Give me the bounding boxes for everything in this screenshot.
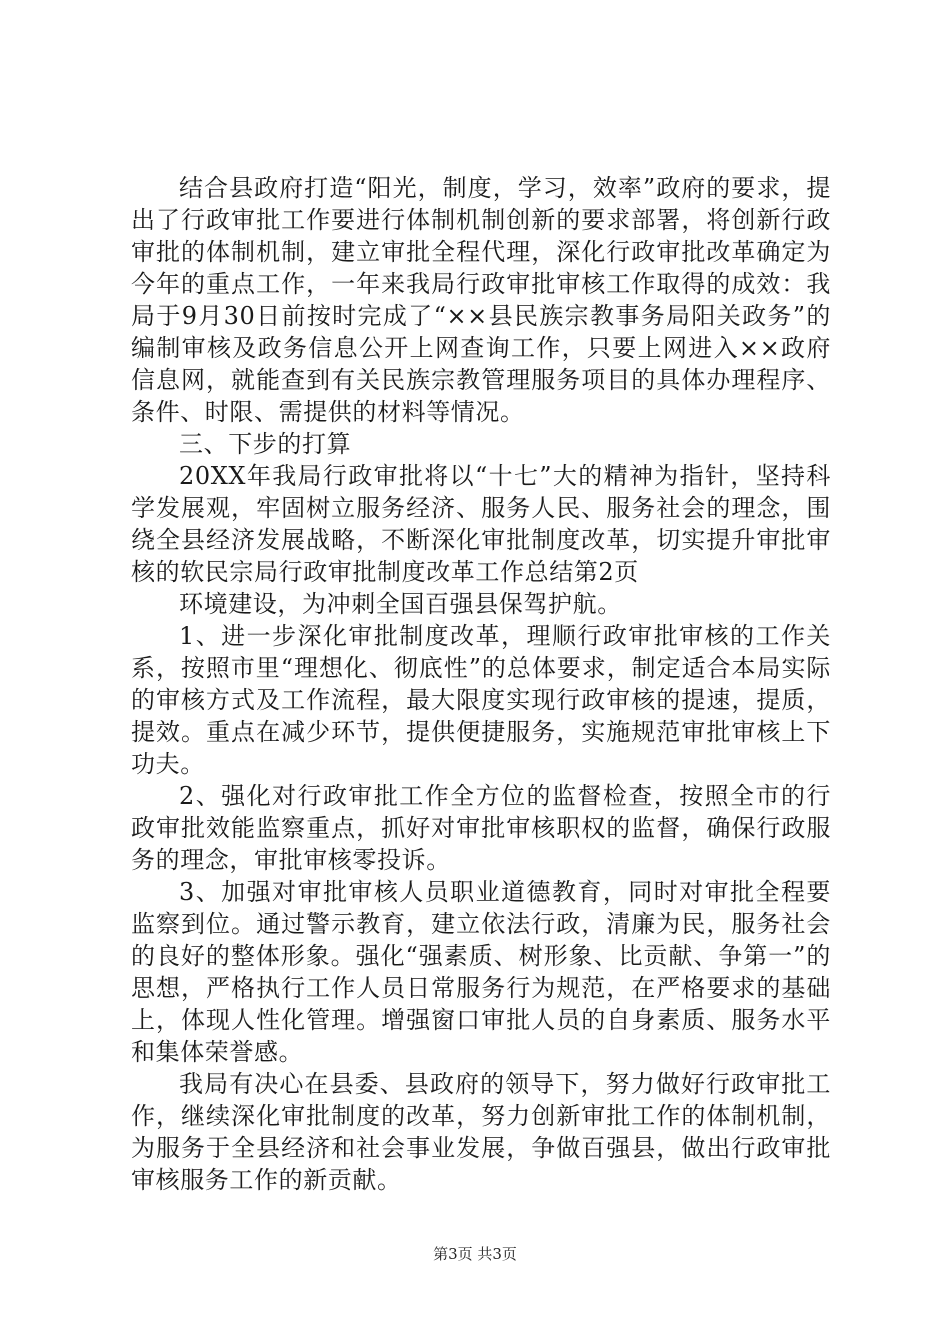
- paragraph-conclusion: 我局有决心在县委、县政府的领导下，努力做好行政审批工作，继续深化审批制度的改革，努力创新审批工作的体制机制，为服务于全县经济和社会事业发展，争做百强县，做出行政审批审核服务工作的新贡献。: [131, 1070, 831, 1194]
- document-body: [131, 172, 831, 1196]
- paragraph-plan-continuation: 环境建设，为冲刺全国百强县保驾护航。: [179, 590, 622, 618]
- paragraph-item-3: 3、加强对审批审核人员职业道德教育，同时对审批全程要监察到位。通过警示教育，建立依法行政，清廉为民，服务社会的良好的整体形象。强化“强素质、树形象、比贡献、争第一”的思想，严格执行工作人员日常服务行为规范，在严格要求的基础上，体现人性化管理。增强窗口审批人员的自身素质、服务水平和集体荣誉感。: [131, 878, 831, 1066]
- paragraph-achievements: 结合县政府打造“阳光，制度，学习，效率”政府的要求，提出了行政审批工作要进行体制机制创新的要求部署，将创新行政审批的体制机制，建立审批全程代理，深化行政审批改革确定为今年的重点工作，一年来我局行政审批审核工作取得的成效：我局于9月30日前按时完成了“××县民族宗教事务局阳关政务”的编制审核及政务信息公开上网查询工作，只要上网进入××政府信息网，就能查到有关民族宗教管理服务项目的具体办理程序、条件、时限、需提供的材料等情况。: [131, 174, 831, 426]
- paragraph-item-2: 2、强化对行政审批工作全方位的监督检查，按照全市的行政审批效能监察重点，抓好对审批审核职权的监督，确保行政服务的理念，审批审核零投诉。: [131, 782, 831, 874]
- section-heading-next-steps: 三、下步的打算: [179, 430, 352, 458]
- page-number-footer: 第3页 共3页: [433, 1245, 517, 1263]
- paragraph-plan-intro: 20XX年我局行政审批将以“十七”大的精神为指针，坚持科学发展观，牢固树立服务经济、服务人民、服务社会的理念，围绕全县经济发展战略，不断深化审批制度改革，切实提升审批审核的软民宗局行政审批制度改革工作总结第2页: [131, 462, 831, 586]
- paragraph-item-1: 1、进一步深化审批制度改革，理顺行政审批审核的工作关系，按照市里“理想化、彻底性”的总体要求，制定适合本局实际的审核方式及工作流程，最大限度实现行政审核的提速，提质，提效。重点在减少环节，提供便捷服务，实施规范审批审核上下功夫。: [131, 622, 831, 778]
